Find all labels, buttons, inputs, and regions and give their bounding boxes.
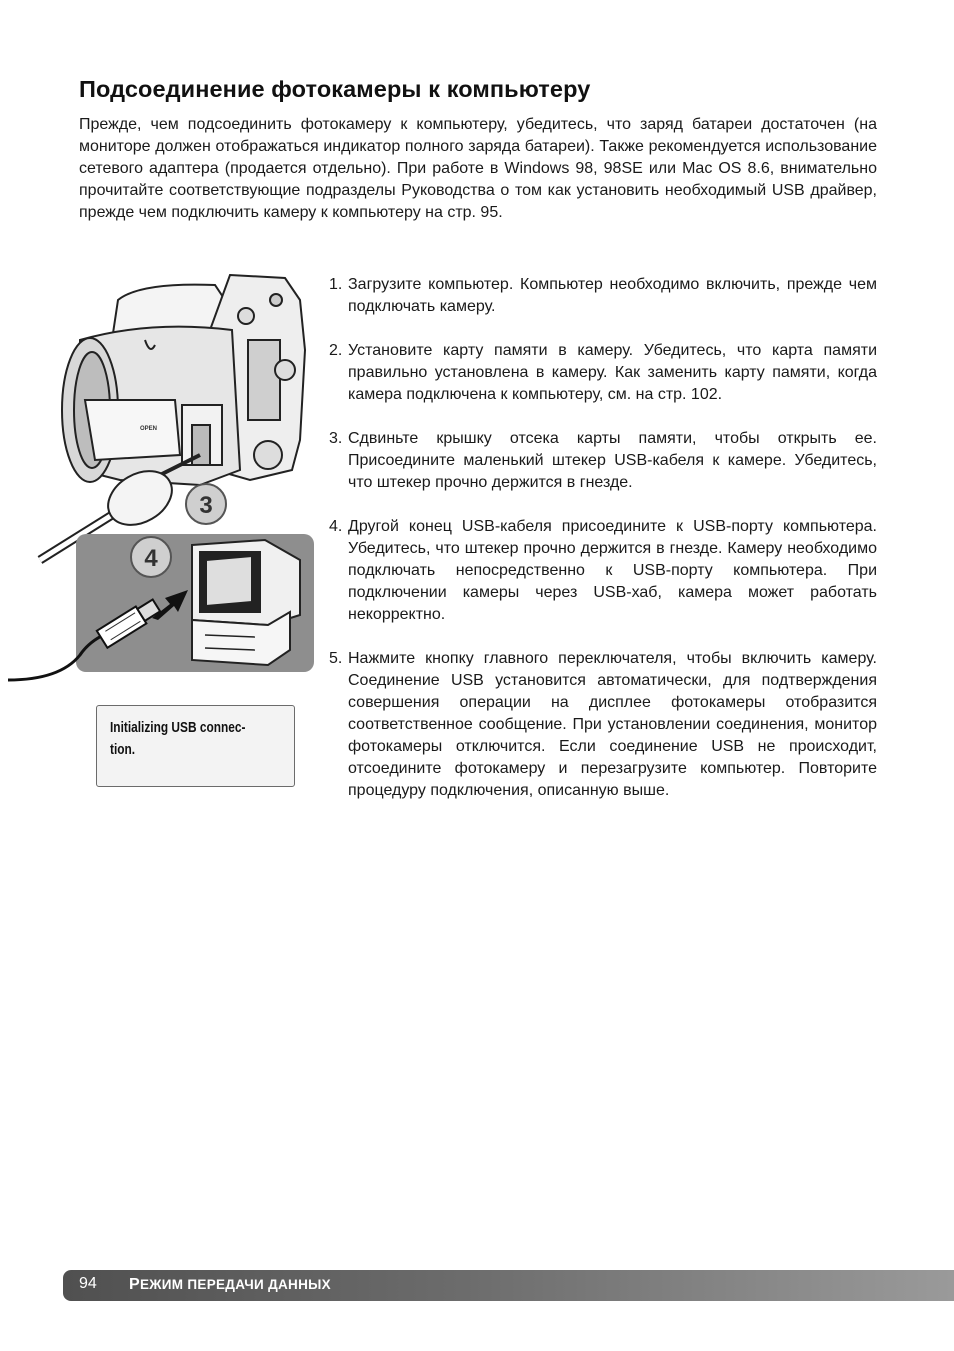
step-text: Другой конец USB-кабеля присоедините к USB-порту компьютера. Убедитесь, что штекер прочно держится в гнезде. Камеру необходимо подключать непосредственно к USB-порту компьютера. При подключении камеры через USB-хаб, камера может работать некорректно. — [348, 518, 877, 623]
section-name-rest: ЕЖИМ ПЕРЕДАЧИ ДАННЫХ — [139, 1277, 331, 1292]
instruction-steps — [326, 274, 877, 824]
step-text: Установите карту памяти в камеру. Убедитесь, что карта памяти правильно установлена в камеру. Как заменить карту памяти, когда камера подключена к компьютеру, см. на стр. 102. — [348, 342, 877, 403]
screen-message-line1: Initializing USB connec- — [110, 720, 246, 736]
step-text: Нажмите кнопку главного переключателя, чтобы включить камеру. Соединение USB установится автоматически, для подтверждения совершения операции на дисплее фотокамеры отобразится соответственное сообщение. При установлении соединения, монитор фотокамеры отключится. Если соединение USB не происходит, отсоедините фотокамеру и перезагрузите компьютер. Повторите процедуру подключения, описанную выше. — [348, 650, 877, 799]
step-3-badge-label: 3 — [199, 492, 213, 519]
step-number: 4. — [329, 518, 343, 535]
step-number: 5. — [329, 650, 343, 667]
step-item — [326, 516, 877, 626]
camera-screen-message — [96, 705, 295, 787]
step-4-badge-label: 4 — [144, 545, 158, 572]
step-number: 1. — [329, 276, 343, 293]
section-name — [129, 1276, 331, 1294]
section-name-initial: Р — [129, 1276, 140, 1293]
step-number: 2. — [329, 342, 343, 359]
step-item — [326, 648, 877, 802]
step-text: Загрузите компьютер. Компьютер необходимо включить, прежде чем подключать камеру. — [348, 276, 877, 315]
usb-connection-illustration — [0, 262, 320, 692]
step-text: Сдвиньте крышку отсека карты памяти, чтобы открыть ее. Присоедините маленький штекер USB-кабеля к камере. Убедитесь, что штекер прочно держится в гнезде. — [348, 430, 877, 491]
screen-message-line2: tion. — [110, 742, 136, 758]
page-number: 94 — [79, 1275, 97, 1292]
page-title: Подсоединение фотокамеры к компьютеру — [79, 76, 591, 102]
step-number: 3. — [329, 430, 343, 447]
step-item — [326, 428, 877, 494]
camera-drawing — [62, 275, 305, 485]
camera-open-label: OPEN — [140, 426, 158, 432]
step-item — [326, 274, 877, 318]
computer-drawing — [192, 540, 300, 665]
step-item — [326, 340, 877, 406]
intro-paragraph: Прежде, чем подсоединить фотокамеру к компьютеру, убедитесь, что заряд батареи достаточен (на мониторе должен отображаться индикатор полного заряда батареи). Также рекомендуется использование сетевого адаптера (продается отдельно). При работе в Windows 98, 98SE или Mac OS 8.6, внимательно прочитайте соответствующие подразделы Руководства о том как установить необходимый USB драйвер, прежде чем подключить камеру к компьютеру на стр. 95. — [79, 116, 877, 221]
